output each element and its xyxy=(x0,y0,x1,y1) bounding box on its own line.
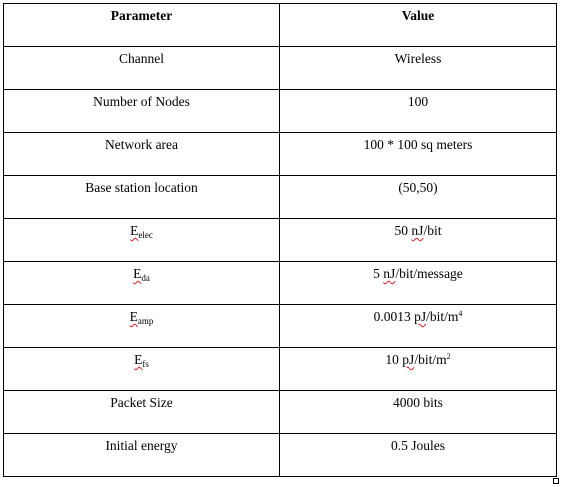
param-symbol xyxy=(130,223,153,238)
table-row xyxy=(4,90,557,133)
param-cell: Number of Nodes xyxy=(4,90,280,133)
param-cell: Initial energy xyxy=(4,434,280,477)
value-unit-prefix: pJ xyxy=(402,352,415,367)
table-row xyxy=(4,434,557,477)
value-cell xyxy=(280,348,557,391)
table-row xyxy=(4,219,557,262)
param-cell xyxy=(4,305,280,348)
table-resize-handle[interactable] xyxy=(553,478,559,484)
value-unit: /bit xyxy=(423,223,442,238)
value-superscript: 2 xyxy=(446,352,451,361)
param-cell: Channel xyxy=(4,47,280,90)
value-cell: 0.5 Joules xyxy=(280,434,557,477)
param-cell: Packet Size xyxy=(4,391,280,434)
value-number: 10 xyxy=(385,352,403,367)
value-cell xyxy=(280,305,557,348)
param-symbol xyxy=(130,309,154,324)
param-subscript: da xyxy=(141,273,150,283)
param-base: E xyxy=(130,223,139,238)
value-unit: /bit/message xyxy=(395,266,463,281)
param-cell xyxy=(4,262,280,305)
param-cell xyxy=(4,348,280,391)
value-cell: Wireless xyxy=(280,47,557,90)
value-unit: /bit/m xyxy=(426,309,459,324)
table-row xyxy=(4,262,557,305)
header-parameter: Parameter xyxy=(4,4,280,47)
value-cell xyxy=(280,219,557,262)
value-cell: 4000 bits xyxy=(280,391,557,434)
value-number: 5 xyxy=(373,266,384,281)
param-base: E xyxy=(133,266,142,281)
value-cell: 100 xyxy=(280,90,557,133)
header-value: Value xyxy=(280,4,557,47)
value-superscript: 4 xyxy=(458,309,463,318)
param-symbol xyxy=(133,266,150,281)
param-subscript: elec xyxy=(138,230,153,240)
param-cell: Network area xyxy=(4,133,280,176)
param-subscript: fs xyxy=(142,359,149,369)
value-unit-prefix: nJ xyxy=(411,223,424,238)
parameters-table xyxy=(3,3,557,477)
value-number: 50 xyxy=(394,223,412,238)
param-base: E xyxy=(134,352,143,367)
table-row xyxy=(4,305,557,348)
value-cell: (50,50) xyxy=(280,176,557,219)
param-cell xyxy=(4,219,280,262)
table-header-row xyxy=(4,4,557,47)
value-unit-prefix: pJ xyxy=(414,309,427,324)
table-row xyxy=(4,348,557,391)
table-row xyxy=(4,47,557,90)
table-row xyxy=(4,133,557,176)
value-unit-prefix: nJ xyxy=(383,266,396,281)
param-base: E xyxy=(129,309,138,324)
table-row xyxy=(4,176,557,219)
value-cell: 100 * 100 sq meters xyxy=(280,133,557,176)
value-unit: /bit/m xyxy=(414,352,447,367)
param-cell: Base station location xyxy=(4,176,280,219)
param-symbol xyxy=(134,352,149,367)
value-number: 0.0013 xyxy=(373,309,415,324)
value-cell xyxy=(280,262,557,305)
table-row xyxy=(4,391,557,434)
param-subscript: amp xyxy=(137,316,154,326)
